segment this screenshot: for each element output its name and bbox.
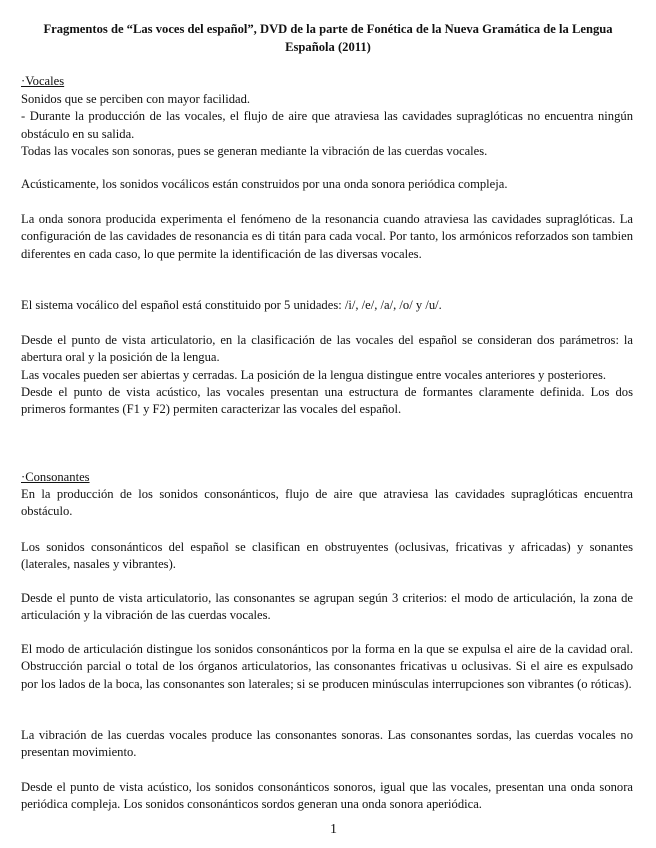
- text-line: Las vocales pueden ser abiertas y cerradas. La posición de la lengua distingue entre vocales anteriores y posteriores.: [21, 367, 607, 382]
- paragraph-consonantes-criterios: Desde el punto de vista articulatorio, las consonantes se agrupan según 3 criterios: el modo de articulación, la zona de articulación y la vibración de las cuerdas vocales.: [21, 591, 633, 623]
- paragraph-vocales-intro: [21, 91, 633, 160]
- paragraph-consonantes-acustica: Desde el punto de vista acústico, los sonidos consonánticos sonoros, igual que las vocales, presentan una onda sonora periódica compleja. Los sonidos consonánticos sordos generan una onda sonora aperiódica.: [21, 780, 633, 812]
- text-line: Sonidos que se perciben con mayor facilidad.: [21, 92, 251, 106]
- text-line: Desde el punto de vista acústico, las vocales presentan una estructura de formantes claramente definida. Los dos primeros formantes (F1 y F2) permiten caracterizar las vocales del español.: [21, 384, 633, 417]
- paragraph-consonantes-modo: El modo de articulación distingue los sonidos consonánticos por la forma en la que se expulsa el aire de la cavidad oral. Obstrucción parcial o total de los órganos articulatorios, las consonantes fricativas u oclusivas. Si el aire es expulsado por los lados de la boca, las consonantes son laterales; si se producen minúsculas interrupciones son vibrantes (o róticas).: [21, 642, 633, 691]
- section-heading-consonantes: ·Consonantes: [21, 470, 90, 484]
- section-heading-vocales: ·Vocales: [21, 74, 65, 88]
- paragraph-vocales-articulacion: [21, 332, 633, 418]
- paragraph-consonantes-intro: En la producción de los sonidos consonánticos, flujo de aire que atraviesa las cavidades supraglóticas encuentra obstáculo.: [21, 487, 633, 519]
- paragraph-vocales-resonancia: La onda sonora producida experimenta el fenómeno de la resonancia cuando atraviesa las cavidades supraglóticas. La configuración de las cavidades de resonancia es di titán para cada vocal. Por tanto, los armónicos reforzados son tambien diferentes en cada caso, lo que permite la identificación de las diversas vocales.: [21, 212, 633, 261]
- page-number: 1: [330, 822, 337, 837]
- text-line: Todas las vocales son sonoras, pues se generan mediante la vibración de las cuerdas vocales.: [21, 143, 488, 158]
- paragraph-consonantes-vibracion: La vibración de las cuerdas vocales produce las consonantes sonoras. Las consonantes sordas, las cuerdas vocales no presentan movimiento.: [21, 728, 633, 760]
- text-line: Desde el punto de vista articulatorio, en la clasificación de las vocales del español se consideran dos parámetros: la abertura oral y la posición de la lengua.: [21, 333, 633, 365]
- paragraph-vocales-acustica: Acústicamente, los sonidos vocálicos están construidos por una onda sonora periódica compleja.: [21, 177, 508, 191]
- document-title: Fragmentos de “Las voces del español”, DVD de la parte de Fonética de la Nueva Gramática de la Lengua Española (2011): [43, 22, 613, 54]
- paragraph-vocales-sistema: El sistema vocálico del español está constituido por 5 unidades: /i/, /e/, /a/, /o/ y /u/.: [21, 298, 442, 312]
- text-line: - Durante la producción de las vocales, el flujo de aire que atraviesa las cavidades supraglóticas no encuentra ningún obstáculo en su salida.: [21, 109, 633, 141]
- paragraph-consonantes-clasificacion: Los sonidos consonánticos del español se clasifican en obstruyentes (oclusivas, fricativas y africadas) y sonantes (laterales, nasales y vibrantes).: [21, 540, 633, 572]
